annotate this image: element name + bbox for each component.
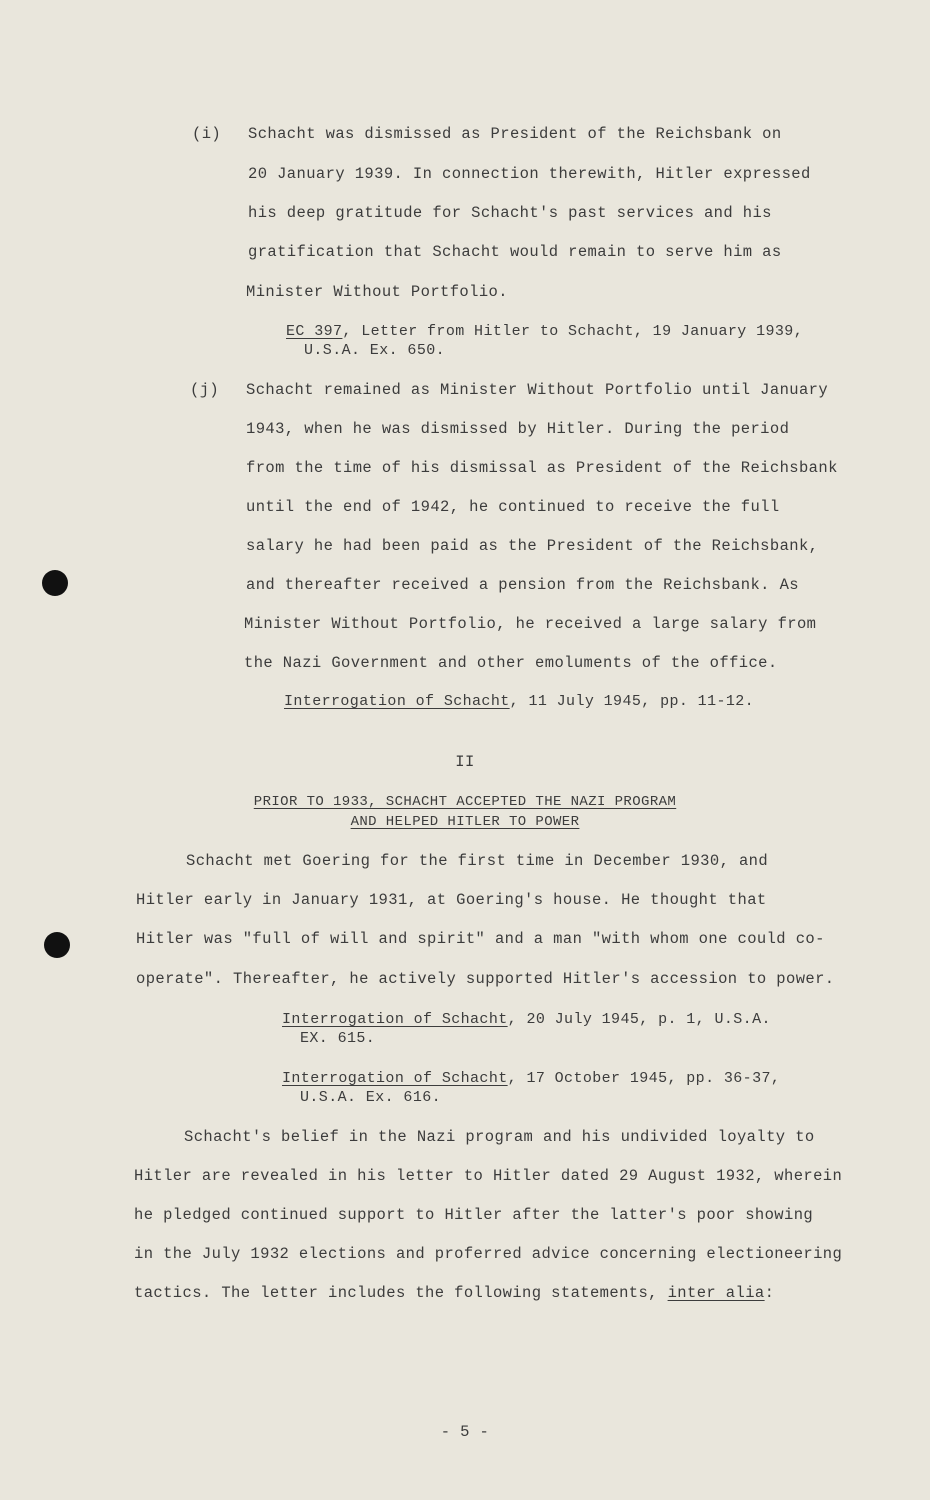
item-i-line: gratification that Schacht would remain to serve him as bbox=[248, 243, 782, 261]
item-j-marker: (j) bbox=[190, 381, 220, 399]
paragraph-line: Schacht's belief in the Nazi program and his undivided loyalty to bbox=[184, 1128, 815, 1146]
section-heading-line2: AND HELPED HITLER TO POWER bbox=[350, 814, 580, 830]
item-j-line: Minister Without Portfolio, he received a large salary from bbox=[244, 615, 817, 633]
citation-reference: Interrogation of Schacht bbox=[282, 1070, 508, 1087]
punch-hole-upper bbox=[42, 570, 68, 596]
paragraph-last-line: tactics. The letter includes the following statements, inter alia: bbox=[134, 1284, 775, 1302]
item-j-line: from the time of his dismissal as President of the Reichsbank bbox=[246, 459, 838, 477]
item-i-line: his deep gratitude for Schacht's past services and his bbox=[248, 204, 772, 222]
item-j-citation bbox=[284, 693, 754, 711]
item-i-line: 20 January 1939. In connection therewith, Hitler expressed bbox=[248, 165, 811, 183]
item-i-citation bbox=[286, 323, 803, 341]
item-j-line: Schacht remained as Minister Without Portfolio until January bbox=[246, 381, 829, 399]
citation-reference: EC 397 bbox=[286, 323, 343, 340]
item-i-line: Schacht was dismissed as President of the Reichsbank on bbox=[248, 125, 782, 143]
para1-citation-1 bbox=[282, 1011, 771, 1029]
section-numeral: II bbox=[455, 753, 475, 771]
item-i-marker: (i) bbox=[192, 125, 222, 143]
citation-reference: Interrogation of Schacht bbox=[282, 1011, 508, 1028]
paragraph-line: in the July 1932 elections and proferred advice concerning electioneering bbox=[134, 1245, 843, 1263]
page-number: - 5 - bbox=[440, 1423, 490, 1441]
para1-citation-2 bbox=[282, 1070, 780, 1088]
section-heading-line1: PRIOR TO 1933, SCHACHT ACCEPTED THE NAZI PROGRAM bbox=[253, 794, 677, 810]
item-i-line: Minister Without Portfolio. bbox=[246, 283, 508, 301]
paragraph-line: Hitler was "full of will and spirit" and a man "with whom one could co- bbox=[136, 930, 825, 948]
citation-text: , 17 October 1945, pp. 36-37, bbox=[507, 1070, 781, 1087]
item-i-citation-line2: U.S.A. Ex. 650. bbox=[304, 342, 446, 359]
item-j-line: 1943, when he was dismissed by Hitler. During the period bbox=[246, 420, 790, 438]
para1-citation-2-line2: U.S.A. Ex. 616. bbox=[300, 1089, 442, 1106]
latin-emphasis: inter alia bbox=[667, 1284, 765, 1302]
item-j-line: until the end of 1942, he continued to receive the full bbox=[246, 498, 780, 516]
paragraph-line: operate". Thereafter, he actively supported Hitler's accession to power. bbox=[136, 970, 835, 988]
citation-text: , 20 July 1945, p. 1, U.S.A. bbox=[507, 1011, 771, 1028]
citation-reference: Interrogation of Schacht bbox=[284, 693, 510, 710]
item-j-line: the Nazi Government and other emoluments of the office. bbox=[244, 654, 778, 672]
punch-hole-lower bbox=[44, 932, 70, 958]
paragraph-line: Schacht met Goering for the first time in December 1930, and bbox=[186, 852, 769, 870]
item-j-line: and thereafter received a pension from the Reichsbank. As bbox=[246, 576, 799, 594]
citation-text: , Letter from Hitler to Schacht, 19 January 1939, bbox=[342, 323, 804, 340]
paragraph-line: Hitler early in January 1931, at Goering's house. He thought that bbox=[136, 891, 767, 909]
citation-text: , 11 July 1945, pp. 11-12. bbox=[509, 693, 755, 710]
para1-citation-1-line2: EX. 615. bbox=[300, 1030, 376, 1047]
item-j-line: salary he had been paid as the President of the Reichsbank, bbox=[246, 537, 819, 555]
paragraph-line: he pledged continued support to Hitler after the latter's poor showing bbox=[134, 1206, 814, 1224]
paragraph-line: Hitler are revealed in his letter to Hitler dated 29 August 1932, wherein bbox=[134, 1167, 843, 1185]
